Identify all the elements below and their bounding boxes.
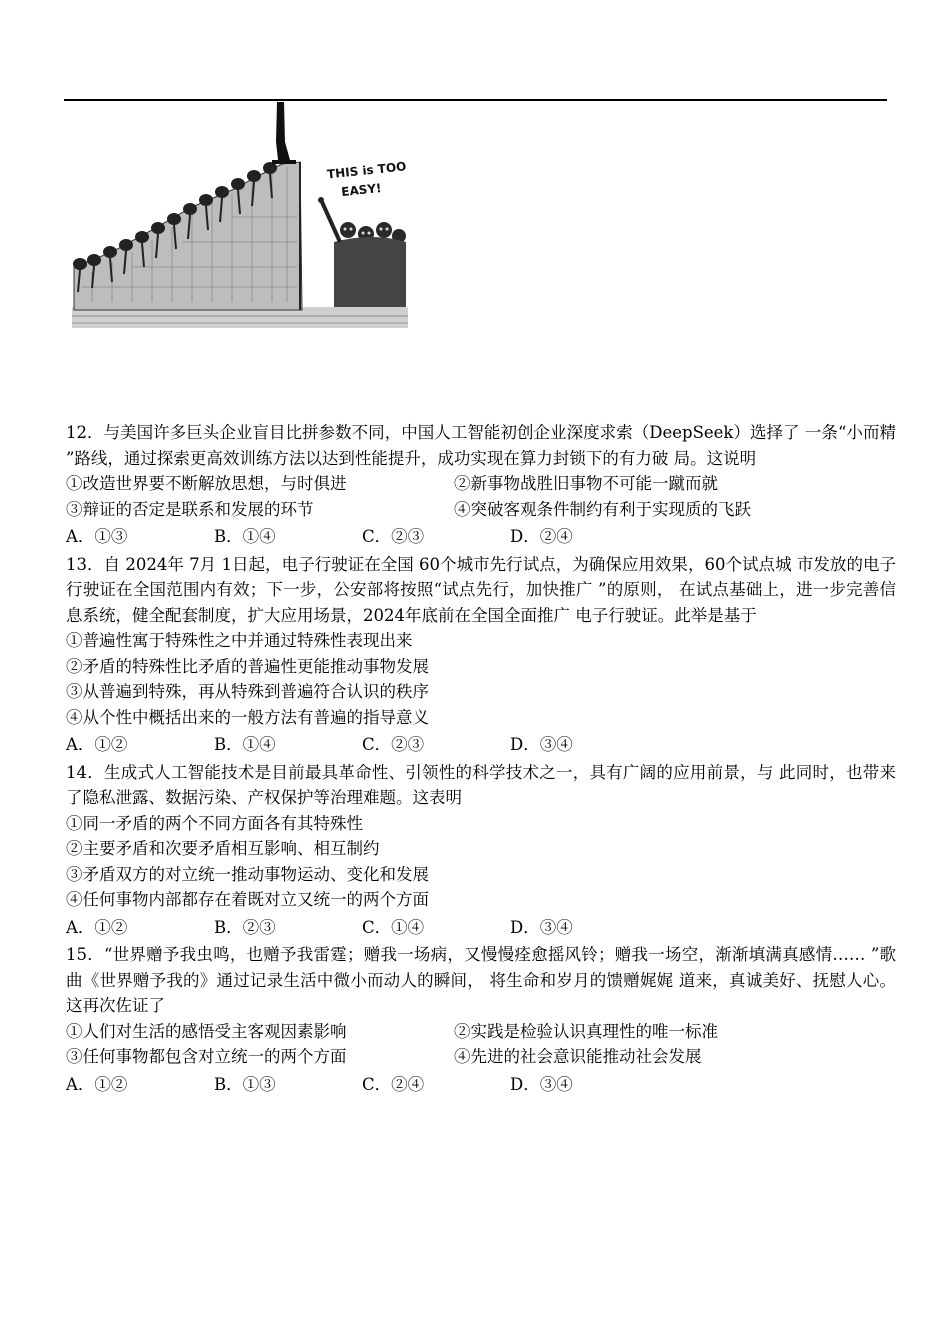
answer-c: C．①④ [362,917,425,937]
option-row [66,1044,896,1070]
svg-text:EASY!: EASY! [340,180,383,200]
answer-a: A．①② [66,917,128,937]
option-4: ④先进的社会意识能推动社会发展 [454,1047,702,1066]
top-rule [64,99,887,101]
answer-b: B．①④ [214,735,276,754]
option-2: ②主要矛盾和次要矛盾相互影响、相互制约 [66,839,380,858]
svg-text:THIS is TOO: THIS is TOO [326,159,407,182]
question-13 [66,552,896,758]
answer-d: D．③④ [510,1074,573,1094]
answer-choices [66,1072,896,1098]
answer-c: C．②④ [362,1074,425,1094]
option-1: ①改造世界要不断解放思想，与时俱进 [66,474,347,493]
option-2: ②实践是检验认识真理性的唯一标准 [454,1021,718,1041]
answer-b: B．②③ [214,917,276,937]
question-text: 自 2024年 7月 1日起，电子行驶证在全国 60个城市先行试点，为确保应用效果，60个试点城 市发放的电子行驶证在全国范围内有效；下一步，公安部将按照“试点先行，加快推广 ”的原则， 在试点基础上，进一步完善信息系统，健全配套制度，扩大应用场景，2024年底前在全国全面推广 电子行驶证。此举是基于 [66,554,896,625]
option-row [66,1019,896,1045]
answer-d: D．③④ [510,735,573,754]
option-row [66,471,896,497]
question-12 [66,420,896,550]
question-stem [66,552,896,629]
option-3: ③任何事物都包含对立统一的两个方面 [66,1047,347,1066]
answer-b: B．①④ [214,527,276,546]
question-text: 生成式人工智能技术是目前最具革命性、引领性的科学技术之一，具有广阔的应用前景，与 此同时，也带来了隐私泄露、数据污染、产权保护等治理难题。这表明 [66,762,896,807]
option-3: ③从普遍到特殊，再从特殊到普遍符合认识的秩序 [66,682,429,701]
option-4: ④任何事物内部都存在着既对立又统一的两个方面 [66,890,429,909]
answer-a: A．①② [66,735,128,754]
answer-a: A．①② [66,1074,128,1094]
question-number: 13． [66,554,104,574]
answer-b: B．①③ [214,1074,276,1094]
option-4: ④突破客观条件制约有利于实现质的飞跃 [454,499,751,519]
question-number: 14． [66,762,104,782]
question-15 [66,942,896,1097]
answer-a: A．①③ [66,527,128,546]
cartoon-illustration [72,102,408,328]
answer-d: D．③④ [510,917,573,937]
option-1: ①同一矛盾的两个不同方面各有其特殊性 [66,813,363,833]
option-4: ④从个性中概括出来的一般方法有普遍的指导意义 [66,707,429,727]
question-stem [66,942,896,1019]
option-1: ①普遍性寓于特殊性之中并通过特殊性表现出来 [66,631,413,650]
question-number: 15． [66,945,104,964]
question-number: 12． [66,423,104,442]
option-3: ③辩证的否定是联系和发展的环节 [66,499,314,519]
question-stem [66,420,896,471]
question-list [66,420,896,1097]
question-text: “世界赠予我虫鸣，也赠予我雷霆；赠我一场病，又慢慢痊愈摇风铃；赠我一场空，渐渐填满真感情…… ”歌曲《世界赠予我的》通过记录生活中微小而动人的瞬间， 将生命和岁月的馈赠娓娓 道来，真诚美好、抚慰人心。这再次佐证了 [66,945,897,1015]
answer-c: C．②③ [362,527,425,546]
answer-c: C．②③ [362,735,425,754]
question-text: 与美国许多巨头企业盲目比拼参数不同，中国人工智能初创企业深度求索（DeepSeek）选择了 一条“小而精 ”路线，通过探索更高效训练方法以达到性能提升，成功实现在算力封锁下的有力破 局。这说明 [66,423,896,468]
question-14 [66,760,896,941]
answer-choices [66,732,896,758]
answer-d: D．②④ [510,527,573,546]
question-stem [66,760,896,811]
answer-choices [66,524,896,550]
option-3: ③矛盾双方的对立统一推动事物运动、变化和发展 [66,864,429,884]
answer-choices [66,915,896,941]
option-row [66,497,896,523]
option-1: ①人们对生活的感悟受主客观因素影响 [66,1021,347,1041]
option-2: ②矛盾的特殊性比矛盾的普遍性更能推动事物发展 [66,656,429,676]
option-2: ②新事物战胜旧事物不可能一蹴而就 [454,474,718,493]
